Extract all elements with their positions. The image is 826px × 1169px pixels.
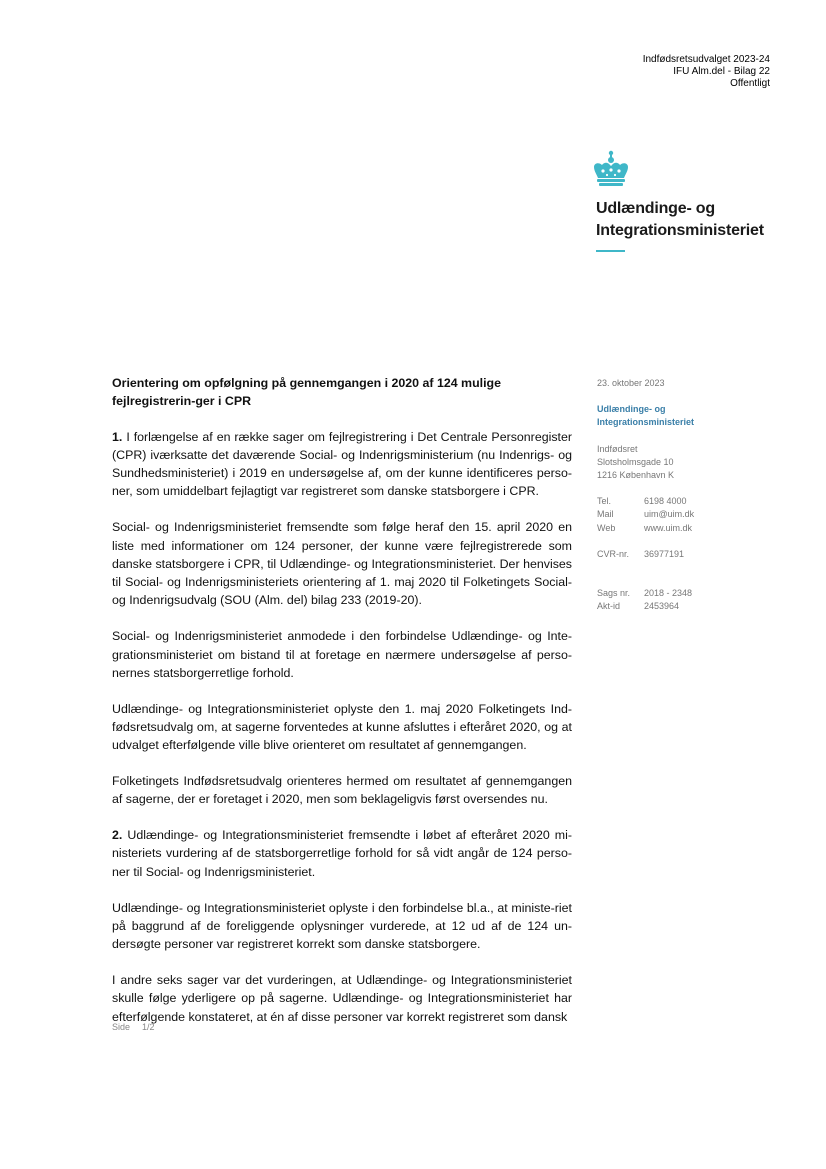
contact-row — [597, 508, 747, 521]
cvr-row — [597, 548, 747, 561]
letter-body — [112, 374, 572, 1043]
body-paragraph — [112, 772, 572, 809]
body-paragraph — [112, 518, 572, 609]
cvr-label: CVR-nr. — [597, 548, 630, 559]
contact-value: www.uim.dk — [644, 522, 693, 533]
sender-org-line1: Udlændinge- og — [597, 404, 666, 415]
case-label: Sags nr. — [597, 588, 631, 599]
contact-value: 6198 4000 — [644, 496, 687, 507]
paragraph-text: I forlængelse af en række sager om fejlregistrering i Det Centrale Personregister (CPR) iværksatte det daværende Social- og Indenrigsministerium (nu Indenrigs- og Sundhedsministeriet) i 2019 en undersøgelse af, om der kunne identificeres perso-ner, som umiddelbart fejlagtigt var registreret som danske statsborgere i CPR. — [112, 429, 573, 499]
paragraph-text: Udlændinge- og Integrationsministeriet oplyste i den forbindelse bl.a., at ministe-riet på baggrund af de foreliggende oplysninger vurderede, at 12 ud af de 124 un-dersøgte personer var registreret korrekt som danske statsborgere. — [112, 900, 572, 952]
case-label: Akt-id — [597, 601, 621, 612]
section-number: 2. — [112, 828, 123, 843]
section-number: 1. — [112, 429, 123, 444]
crown-icon — [590, 150, 632, 188]
ministry-name — [596, 198, 806, 242]
page-label: Side — [112, 1022, 131, 1032]
contact-label: Web — [597, 522, 616, 533]
contact-label: Mail — [597, 509, 614, 520]
sender-org — [597, 403, 747, 429]
letter-date: 23. oktober 2023 — [597, 378, 665, 388]
stamp-reference: IFU Alm.del - Bilag 22 — [673, 66, 770, 77]
page-footer — [112, 1022, 155, 1032]
case-value: 2018 - 2348 — [644, 588, 693, 599]
paragraph-text: Udlændinge- og Integrationsministeriet fremsendte i løbet af efteråret 2020 mi-nisteriets vurdering af de statsborgerretlige forhold for så vidt angår de 124 perso-ner til Social- og Indenrigsministeriet. — [112, 828, 572, 879]
paragraph-text: Udlændinge- og Integrationsministeriet oplyste den 1. maj 2020 Folketingets Ind-fødsretsudvalg om, at sagerne forventedes at kunne afsluttes i efteråret 2020, og at udvalget efterfølgende ville blive orienteret om resultatet af gennemgangen. — [112, 701, 572, 753]
stamp-committee: Indfødsretsudvalget 2023-24 — [642, 54, 770, 65]
cvr-value: 36977191 — [644, 548, 685, 559]
contact-list — [597, 495, 747, 535]
header-stamp — [643, 54, 770, 90]
sender-org-line2: Integrationsministeriet — [597, 417, 695, 428]
contact-row — [597, 495, 747, 508]
contact-label: Tel. — [597, 496, 612, 507]
sender-department: Indfødsret — [597, 443, 638, 454]
body-paragraph — [112, 899, 572, 954]
cvr-block — [597, 548, 747, 561]
ministry-name-line1: Udlændinge- og — [596, 200, 715, 217]
paragraph-text: Social- og Indenrigsministeriet fremsendte som følge heraf den 15. april 2020 en liste med informationer om 124 personer, der kunne være fejlregistrerede som danske statsborgere i CPR, til Udlændinge- og Integrationsministeriet. Der henvises til Social- og Indenrigsministeriets orientering af 1. maj 2020 til Folketingets Social- og Indenrigsudvalg (SOU (Alm. del) bilag 233 (2019-20). — [112, 520, 572, 608]
page-number: 1/2 — [142, 1022, 155, 1032]
sender-address — [597, 443, 747, 483]
body-paragraph — [112, 971, 572, 1026]
case-row — [597, 587, 747, 600]
body-paragraph — [112, 627, 572, 682]
letter-title: Orientering om opfølgning på gennemgangen i 2020 af 124 mulige fejlregistrerin-ger i CPR — [112, 376, 501, 409]
paragraph-text: Social- og Indenrigsministeriet anmodede i den forbindelse Udlændinge- og Inte-grationsministeriet om bistand til at foretage en nærmere undersøgelse af perso-nernes statsborgerretlige forhold. — [112, 629, 572, 680]
contact-row — [597, 522, 747, 535]
sender-sidebar — [597, 377, 747, 626]
paragraph-list — [112, 428, 572, 1026]
case-info — [597, 587, 747, 613]
contact-value: uim@uim.dk — [644, 509, 695, 520]
paragraph-text: I andre seks sager var det vurderingen, at Udlændinge- og Integrationsministeriet skulle følge yderligere op på sagerne. Udlændinge- og Integrationsministeriet har efterfølgende konstateret, at én af disse personer var korrekt registreret som dansk — [112, 972, 572, 1024]
body-paragraph — [112, 826, 572, 881]
stamp-status: Offentligt — [730, 78, 770, 89]
logo-accent-rule — [596, 250, 625, 252]
ministry-name-line2: Integrationsministeriet — [596, 222, 764, 239]
sender-street: Slotsholmsgade 10 — [597, 456, 674, 467]
paragraph-text: Folketingets Indfødsretsudvalg orienteres hermed om resultatet af gennemgangen af sagerne, der er foretaget i 2020, men som beklageligvis først oversendes nu. — [112, 774, 572, 807]
case-row — [597, 600, 747, 613]
sender-city: 1216 København K — [597, 470, 675, 481]
body-paragraph — [112, 428, 572, 501]
case-value: 2453964 — [644, 601, 680, 612]
body-paragraph — [112, 700, 572, 755]
